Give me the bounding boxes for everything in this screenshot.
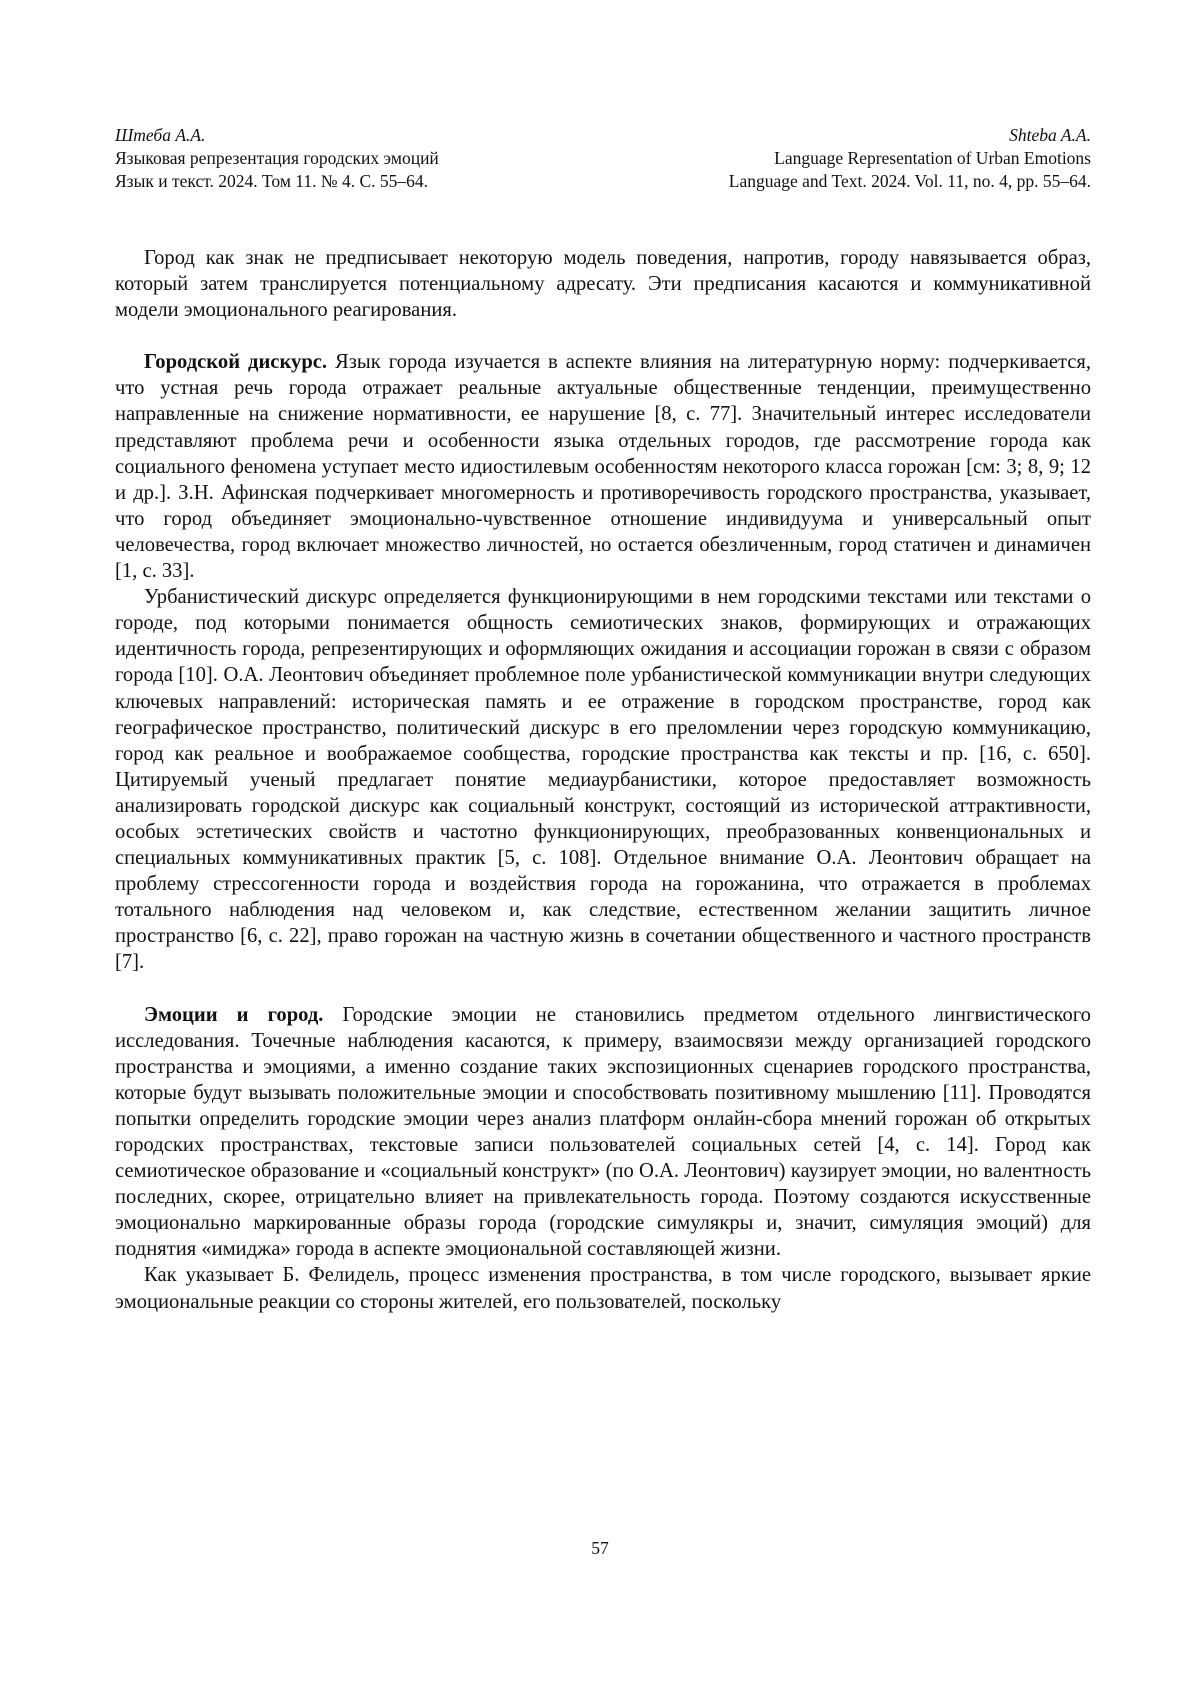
paragraph	[115, 349, 1091, 584]
running-header	[115, 124, 1091, 193]
paragraph	[115, 245, 1091, 323]
header-author-en: Shteba A.A.	[729, 124, 1091, 147]
page-content	[115, 124, 1091, 1315]
paragraph-text: Как указывает Б. Фелидель, процесс изменения пространства, в том числе городского, вызывает яркие эмоциональные реакции со стороны жителей, его пользователей, поскольку	[115, 1264, 1091, 1312]
paragraph	[115, 1262, 1091, 1314]
section-heading: Городской дискурс.	[144, 351, 327, 373]
paragraph-text: Урбанистический дискурс определяется функционирующими в нем городскими текстами или текстами о городе, под которыми понимается общность семиотических знаков, формирующих и отражающих идентичность города, репрезентирующих и оформляющих ожидания и ассоциации горожан в связи с образом города [10]. О.А. Леонтович объединяет проблемное поле урбанистической коммуникации внутри следующих ключевых направлений: историческая память и ее отражение в городском пространстве, город как географическое пространство, политический дискурс в его преломлении через городскую коммуникацию, город как реальное и воображаемое сообщества, городские пространства как тексты и пр. [16, с. 650]. Цитируемый ученый предлагает понятие медиаурбанистики, которое предоставляет возможность анализировать городской дискурс как социальный конструкт, состоящий из исторической аттрактивности, особых эстетических свойств и частотно функционирующих, преобразованных конвенциональных и специальных коммуникативных практик [5, с. 108]. Отдельное внимание О.А. Леонтович обращает на проблему стрессогенности города и воздействия города на горожанина, что отражается в проблемах тотального наблюдения над человеком и, как следствие, естественном желании защитить личное пространство [6, с. 22], право горожан на частную жизнь в сочетании общественного и частного пространств [7].	[115, 586, 1091, 973]
header-citation-en: Language and Text. 2024. Vol. 11, no. 4, pp. 55–64.	[729, 170, 1091, 193]
header-author-ru: Штеба А.А.	[115, 124, 439, 147]
header-citation-ru: Язык и текст. 2024. Том 11. № 4. С. 55–64.	[115, 170, 439, 193]
header-left	[115, 124, 439, 193]
header-title-en: Language Representation of Urban Emotions	[729, 147, 1091, 170]
section-heading: Эмоции и город.	[144, 1004, 323, 1026]
paragraph	[115, 584, 1091, 975]
paragraph-text: Язык города изучается в аспекте влияния на литературную норму: подчеркивается, что устная речь города отражает реальные актуальные общественные тенденции, преимущественно направленные на снижение нормативности, ее нарушение [8, с. 77]. Значительный интерес исследователи представляют проблема речи и особенности языка отдельных городов, где рассмотрение города как социального феномена уступает место идиостилевым особенностям некоторого класса горожан [см: 3; 8, 9; 12 и др.]. З.Н. Афинская подчеркивает многомерность и противоречивость городского пространства, указывает, что город объединяет эмоционально-чувственное отношение индивидуума и универсальный опыт человечества, город включает множество личностей, но остается обезличенным, город статичен и динамичен [1, с. 33].	[115, 351, 1091, 582]
article-body	[115, 245, 1091, 1315]
paragraph-text: Городские эмоции не становились предметом отдельного лингвистического исследования. Точечные наблюдения касаются, к примеру, взаимосвязи между организацией городского пространства и эмоциями, а именно создание таких экспозиционных сценариев городского пространства, которые будут вызывать положительные эмоции и способствовать позитивному мышлению [11]. Проводятся попытки определить городские эмоции через анализ платформ онлайн-сбора мнений горожан об открытых городских пространствах, текстовые записи пользователей социальных сетей [4, с. 14]. Город как семиотическое образование и «социальный конструкт» (по О.А. Леонтович) каузирует эмоции, но валентность последних, скорее, отрицательно влияет на привлекательность города. Поэтому создаются искусственные эмоционально маркированные образы города (городские симулякры и, значит, симуляция эмоций) для поднятия «имиджа» города в аспекте эмоциональной составляющей жизни.	[115, 1004, 1091, 1261]
paragraph	[115, 1002, 1091, 1263]
page-number: 57	[0, 1538, 1200, 1559]
paragraph-text: Город как знак не предписывает некоторую модель поведения, напротив, городу навязывается образ, который затем транслируется потенциальному адресату. Эти предписания касаются и коммуникативной модели эмоционального реагирования.	[115, 247, 1091, 321]
header-title-ru: Языковая репрезентация городских эмоций	[115, 147, 439, 170]
header-right	[729, 124, 1091, 193]
